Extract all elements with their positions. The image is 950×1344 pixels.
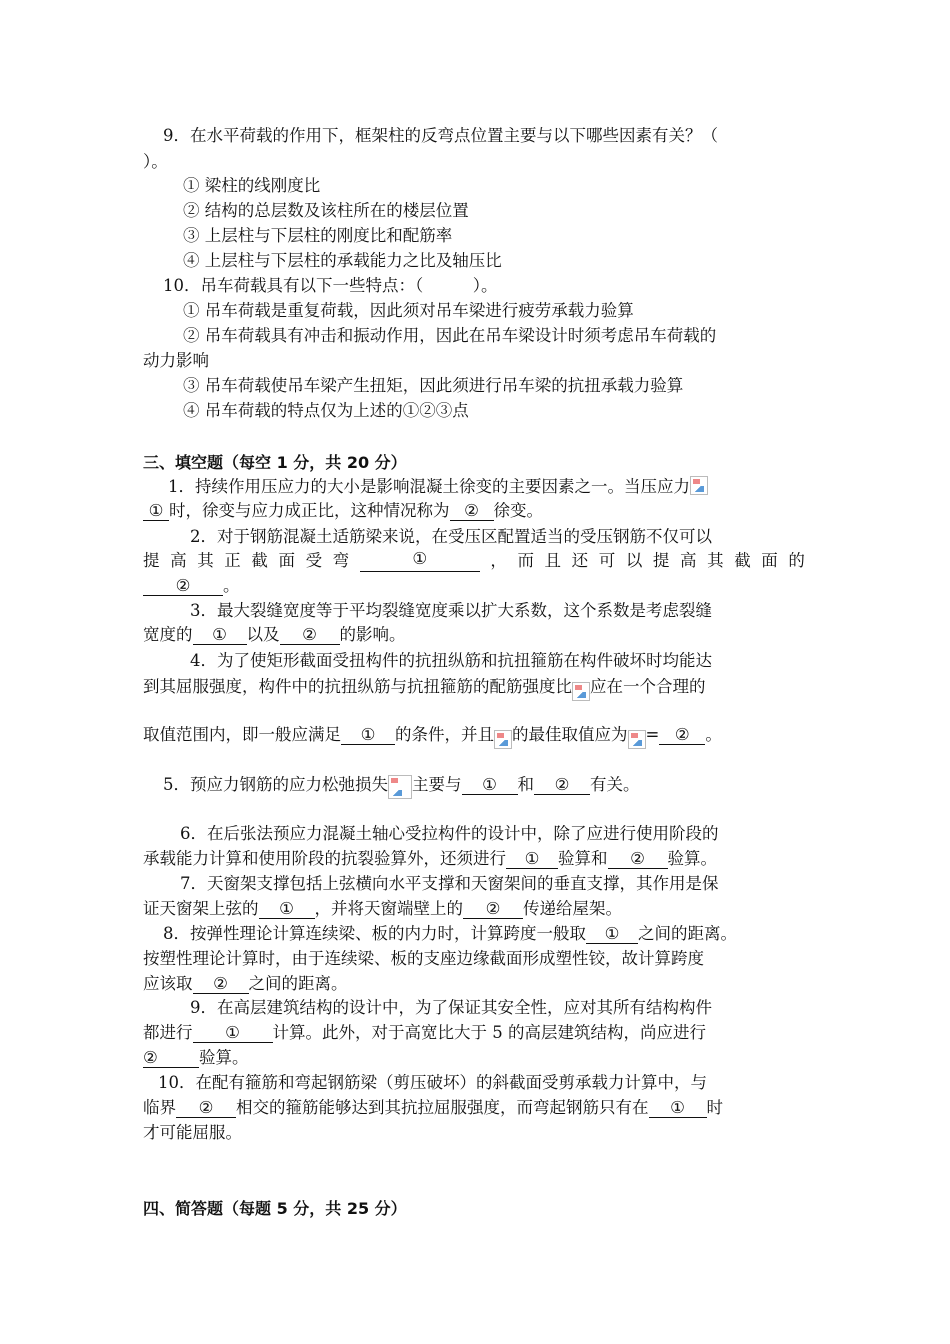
fill-q2-line1: 2．对于钢筋混凝土适筋梁来说，在受压区配置适当的受压钢筋不仅可以 [190,527,712,546]
fill-q3-line1: 3．最大裂缝宽度等于平均裂缝宽度乘以扩大系数，这个系数是考虑裂缝 [190,601,712,620]
formula-image-icon [494,730,512,749]
fill-q5-text-4: 有关。 [590,775,640,794]
fill-q1-text-2: 时，徐变与应力成正比，这种情况称为 [169,501,450,520]
fill-q1-line2 [143,500,808,522]
fill-q4-text-3: 取值范围内，即一般应满足 [143,725,341,744]
fill-q8-text-3: 应该取 [143,974,193,993]
blank-2: ② [143,1049,199,1068]
fill-q4-line3 [143,724,808,749]
char: 其 [707,551,724,570]
fill-q9-line1: 9．在高层建筑结构的设计中，为了保证其安全性，应对其所有结构构件 [190,998,712,1017]
fill-q8-text-4: 之间的距离。 [248,974,348,993]
mc-q9-option-1: ① 梁柱的线刚度比 [183,176,321,195]
fill-q5-text: 5．预应力钢筋的应力松弛损失 [163,775,388,794]
char: 高 [170,551,187,570]
fill-q5-text-3: 和 [517,775,534,794]
fill-q3-text: 宽度的 [143,625,193,644]
blank-1: ① [586,925,638,944]
fill-q6-line2 [143,848,808,870]
fill-q2-line3 [143,575,808,597]
fill-q6-text-3: 验算。 [667,849,717,868]
blank-1: ① [193,1024,273,1043]
fill-q7-line2 [143,898,808,920]
char: 可 [598,551,616,570]
mc-q9-option-3: ③ 上层柱与下层柱的刚度比和配筋率 [183,226,453,245]
fill-q2-line2 [143,550,805,572]
section-4-title: 四、简答题（每题 5 分，共 25 分） [143,1199,407,1218]
fill-q5-text-2: 主要与 [412,775,462,794]
fill-q4-text-4: 的条件，并且 [395,725,494,744]
fill-q4-text: 到其屈服强度，构件中的抗扭纵筋与抗扭箍筋的配筋强度比 [143,677,572,696]
fill-q1-line1 [168,476,833,498]
fill-q9-text-3: 验算。 [199,1048,249,1067]
char: 面 [761,551,778,570]
fill-q4-text-6: = [645,725,660,744]
fill-q7-line1: 7．天窗架支撑包括上弦横向水平支撑和天窗架间的垂直支撑，其作用是保 [180,874,719,893]
fill-q5-line1 [163,774,828,799]
mc-q9-stem: 9．在水平荷载的作用下，框架柱的反弯点位置主要与以下哪些因素有关？（ [163,126,718,145]
fill-q7-text-3: 传递给屋架。 [523,899,622,918]
char: 且 [544,551,562,570]
mc-q9-stem-end: ）。 [143,152,168,171]
fill-q1-text-3: 徐变。 [493,501,543,520]
blank-1: ① [143,502,169,521]
mc-q9-option-4: ④ 上层柱与下层柱的承载能力之比及轴压比 [183,251,502,270]
fill-q9-line3 [143,1047,808,1069]
char: 而 [517,551,534,570]
char: 高 [680,551,697,570]
formula-image-icon [690,476,708,495]
fill-q9-line2 [143,1022,808,1044]
fill-q8-line1 [163,923,843,945]
formula-image-icon [572,682,590,701]
fill-q4-text-2: 应在一个合理的 [590,677,706,696]
char: 提 [143,551,160,570]
blank-2: ② [280,626,340,645]
blank-2: ② [463,900,523,919]
char: 弯 [332,551,350,570]
fill-q8-line3 [143,973,808,995]
blank-2: ② [193,975,249,994]
mc-q10-option-2-cont: 动力影响 [143,351,209,370]
char: 截 [734,551,751,570]
blank-1: ① [462,776,518,795]
fill-q6-text-2: 验算和 [558,849,608,868]
fill-q3-text-3: 的影响。 [339,625,406,644]
fill-q6-text: 承载能力计算和使用阶段的抗裂验算外，还须进行 [143,849,506,868]
blank-1: ① [259,900,315,919]
fill-q10-line2 [143,1097,808,1119]
fill-q10-line3: 才可能屈服。 [143,1123,242,1142]
fill-q1-text: 1．持续作用压应力的大小是影响混凝土徐变的主要因素之一。当压应力 [168,477,690,496]
fill-q4-line2 [143,676,808,701]
fill-q4-text-5: 的最佳取值应为 [512,725,628,744]
mc-q10-option-2: ② 吊车荷载具有冲击和振动作用，因此在吊车梁设计时须考虑吊车荷载的 [183,326,717,345]
blank-1: ② [176,1099,236,1118]
blank-2: ② [608,850,668,869]
blank-1: ① [193,626,247,645]
fill-q7-text: 证天窗架上弦的 [143,899,259,918]
mc-q10-option-3: ③ 吊车荷载使吊车梁产生扭矩，因此须进行吊车梁的抗扭承载力验算 [183,376,684,395]
fill-q10-text-3: 时 [706,1098,723,1117]
formula-image-icon [388,775,412,799]
fill-q10-line1: 10．在配有箍筋和弯起钢筋梁（剪压破坏）的斜截面受剪承载力计算中，与 [158,1073,707,1092]
blank-2: ② [659,726,705,745]
fill-q9-text-2: 计算。此外，对于高宽比大于 5 的高层建筑结构，尚应进行 [272,1023,706,1042]
char: 面 [278,551,295,570]
mc-q10-stem: 10．吊车荷载具有以下一些特点：（ ）。 [163,276,498,295]
fill-q8-text-2: 之间的距离。 [638,924,737,943]
char: 以 [625,551,643,570]
mc-q10-option-4: ④ 吊车荷载的特点仅为上述的①②③点 [183,401,469,420]
blank-1: ① [341,726,395,745]
char: 受 [305,551,323,570]
fill-q3-line2 [143,624,808,646]
fill-q10-text-2: 相交的箍筋能够达到其抗拉屈服强度，而弯起钢筋只有在 [236,1098,649,1117]
blank-1: ① [506,850,558,869]
char: 截 [251,551,268,570]
fill-q4-line1: 4．为了使矩形截面受扭构件的抗扭纵筋和抗扭箍筋在构件破坏时均能达 [190,651,712,670]
char: 其 [197,551,214,570]
char: 正 [224,551,241,570]
blank-1: ① [360,550,480,572]
char: 的 [788,551,805,570]
fill-q8-line2: 按塑性理论计算时，由于连续梁、板的支座边缘截面形成塑性铰，故计算跨度 [143,949,704,968]
char: ， [490,551,507,570]
char: 还 [571,551,589,570]
fill-q9-text: 都进行 [143,1023,193,1042]
fill-q8-text: 8．按弹性理论计算连续梁、板的内力时，计算跨度一般取 [163,924,586,943]
blank-2: ② [143,577,223,596]
blank-2: ① [649,1099,707,1118]
fill-q7-text-2: ，并将天窗端壁上的 [314,899,463,918]
char: 提 [652,551,670,570]
fill-q10-text: 临界 [143,1098,176,1117]
blank-2: ② [534,776,590,795]
formula-image-icon [628,730,646,749]
mc-q10-option-1: ① 吊车荷载是重复荷载，因此须对吊车梁进行疲劳承载力验算 [183,301,634,320]
section-3-title: 三、填空题（每空 1 分，共 20 分） [143,453,407,472]
fill-q6-line1: 6．在后张法预应力混凝土轴心受拉构件的设计中，除了应进行使用阶段的 [180,824,719,843]
mc-q9-option-2: ② 结构的总层数及该柱所在的楼层位置 [183,201,469,220]
fill-q4-end: 。 [705,725,722,744]
fill-q3-text-2: 以及 [246,625,280,644]
fill-q2-end: 。 [223,576,240,595]
blank-2: ② [450,502,494,521]
